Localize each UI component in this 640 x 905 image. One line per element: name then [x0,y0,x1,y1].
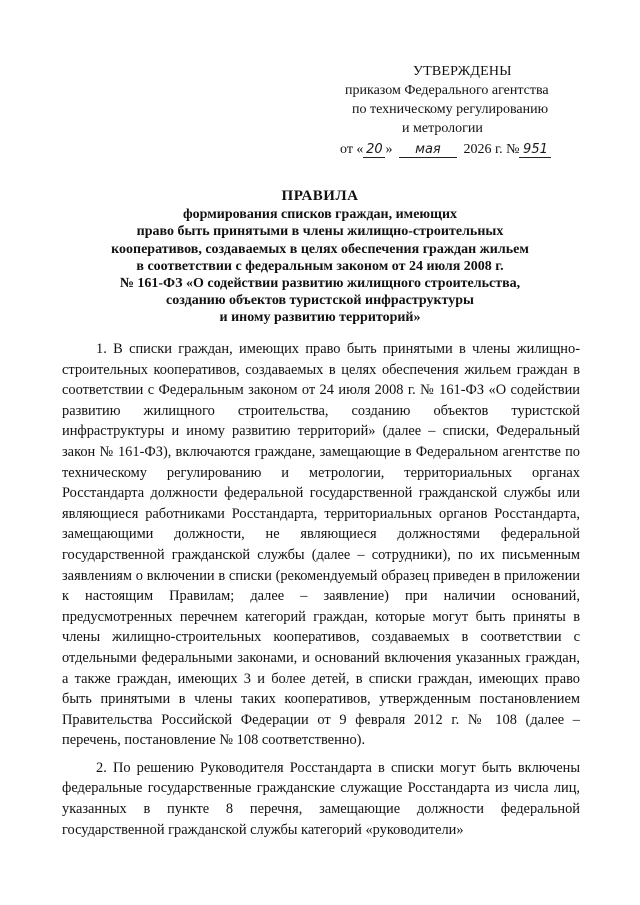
document-heading [60,188,580,327]
heading-line: право быть принятыми в члены жилищно-строительных [136,224,504,240]
date-year: 2026 г. № [463,142,520,157]
paragraph-2: 2. По решению Руководителя Росстандарта в списки могут быть включены федеральные государственные гражданские служащие Росстандарта из числа лиц, указанных в пункте 8 перечня, замещающие должности федеральной государственной гражданской службы категорий «руководители» [62,759,580,838]
handwritten-order-number: 951 [519,142,551,158]
approval-title: УТВЕРЖДЕНЫ [413,64,512,79]
approval-line-metrology: и метрологии [402,121,483,136]
handwritten-day: 20 [363,142,385,158]
approval-line-order: приказом Федерального агентства [345,83,549,98]
handwritten-month: мая [399,142,457,158]
approval-date [340,140,590,159]
heading-line: формирования списков граждан, имеющих [182,207,458,223]
heading-line: созданию объектов туристской инфраструктуры [166,293,474,309]
approval-line-agency: по техническому регулированию [352,102,549,117]
heading-line: № 161-ФЗ «О содействии развитию жилищного строительства, [119,276,521,292]
document-body [62,339,580,840]
heading-line: и иному развитию территорий» [219,310,421,326]
date-day-suffix: » [385,142,393,157]
date-prefix: от « [340,142,364,157]
heading-line: в соответствии с федеральным законом от 24 июля 2008 г. [136,258,504,274]
document-title: ПРАВИЛА [281,188,359,204]
paragraph-1: 1. В списки граждан, имеющих право быть принятыми в члены жилищно-строительных кооперативов, создаваемых в целях обеспечения жильем граждан в соответствии с Федеральным законом от 24 июля 2008 г. № 161-ФЗ «О содействии развитию жилищного строительства, созданию объектов туристской инфраструктуры и иному развитию территорий» (далее – списки, Федеральный закон № 161-ФЗ), включаются граждане, замещающие в Федеральном агентстве по техническому регулированию и метрологии, территориальных органах Росстандарта должности федеральной государственной гражданской службы или являющиеся работниками Росстандарта, территориальных органов Росстандарта, замещающими должности, не являющиеся должностями федеральной государственной гражданской службы (далее – сотрудники), по их письменным заявлениям о включении в списки (рекомендуемый образец приведен в приложении к настоящим Правилам; далее – заявление) при наличии оснований, предусмотренных перечнем категорий граждан, которые могут быть приняты в члены жилищно-строительных кооперативов, создаваемых в соответствии с отдельными федеральными законами, и оснований включения указанных граждан, а также граждан, имеющих 3 и более детей, в списки граждан, имеющих право быть принятыми в члены таких кооперативов, утвержденным постановлением Правительства Российской Федерации от 9 февраля 2012 г. № 108 (далее – перечень, постановление № 108 соответственно). [62,341,580,749]
approval-stamp [340,62,590,159]
heading-line: кооперативов, создаваемых в целях обеспечения граждан жильем [111,241,529,257]
